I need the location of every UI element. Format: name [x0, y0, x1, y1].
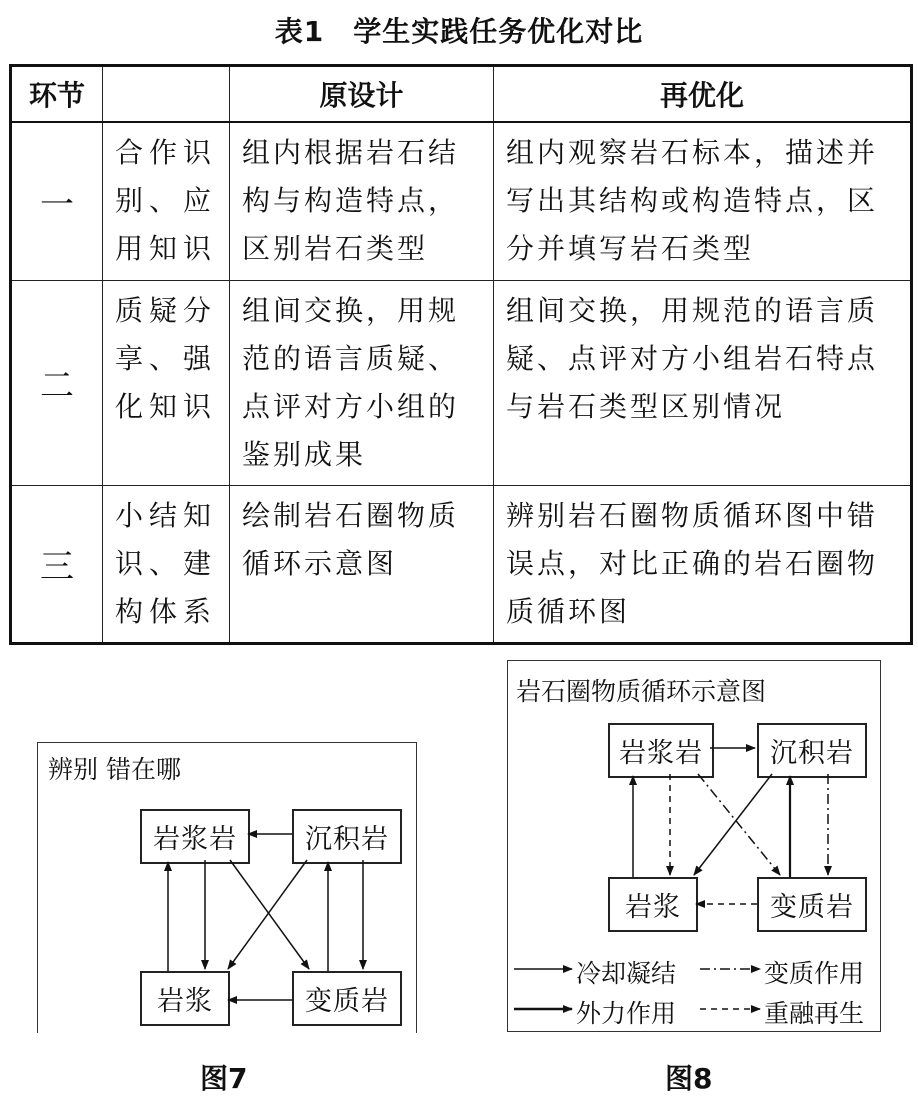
legend-cooling-label: 冷却凝结	[576, 959, 677, 988]
fig8-arrows	[514, 748, 828, 1009]
row-original: 绘制岩石圈物质循环示意图	[230, 485, 494, 643]
table-title: 表1 学生实践任务优化对比	[274, 15, 644, 48]
row-optimized: 组间交换，用规范的语言质疑、点评对方小组岩石特点与岩石类型区别情况	[494, 280, 912, 485]
row-stage: 小结知识、建构体系	[103, 485, 230, 643]
fig8-node-sedimentary-rock: 沉积岩	[757, 723, 867, 778]
row-number: 一	[11, 122, 103, 280]
fig7-node-magmatic-rock: 岩浆岩	[140, 809, 250, 864]
fig7-node-metamorphic-rock: 变质岩	[292, 971, 402, 1026]
fig7-node-magma: 岩浆	[140, 971, 230, 1026]
row-optimized: 组内观察岩石标本，描述并写出其结构或构造特点，区分并填写岩石类型	[494, 122, 912, 280]
fig7-arrow-magmatic-to-metamorphic	[230, 860, 309, 969]
header-stage: 环节	[11, 66, 103, 123]
header-optimized: 再优化	[494, 66, 912, 123]
fig7-arrow-sed-to-magma	[228, 860, 307, 969]
fig7-node-sedimentary-rock: 沉积岩	[292, 809, 402, 864]
fig8-node-magma: 岩浆	[608, 877, 698, 932]
fig7-caption: 图7	[200, 1062, 248, 1095]
fig8-title: 岩石圈物质循环示意图	[516, 677, 767, 706]
fig7-arrows	[168, 834, 363, 1000]
fig8-arrow-sed-to-magma	[694, 774, 772, 875]
row-stage: 合作识别、应用知识	[103, 122, 230, 280]
fig8-node-metamorphic-rock: 变质岩	[757, 877, 867, 932]
legend-metamorphism-label: 变质作用	[764, 959, 865, 988]
legend-external-label: 外力作用	[576, 999, 677, 1028]
row-number: 三	[11, 485, 103, 643]
row-original: 组间交换，用规范的语言质疑、点评对方小组的鉴别成果	[230, 280, 494, 485]
header-original: 原设计	[230, 66, 494, 123]
fig8-arrow-magmatic-to-metamorphic	[698, 774, 780, 875]
row-optimized: 辨别岩石圈物质循环图中错误点，对比正确的岩石圈物质循环图	[494, 485, 912, 643]
fig8-caption: 图8	[665, 1062, 713, 1095]
row-stage: 质疑分享、强化知识	[103, 280, 230, 485]
fig8-node-magmatic-rock: 岩浆岩	[608, 723, 714, 778]
fig7-title: 辨别 错在哪	[48, 755, 181, 784]
row-number: 二	[11, 280, 103, 485]
legend-remelting-label: 重融再生	[764, 999, 865, 1028]
row-original: 组内根据岩石结构与构造特点，区别岩石类型	[230, 122, 494, 280]
